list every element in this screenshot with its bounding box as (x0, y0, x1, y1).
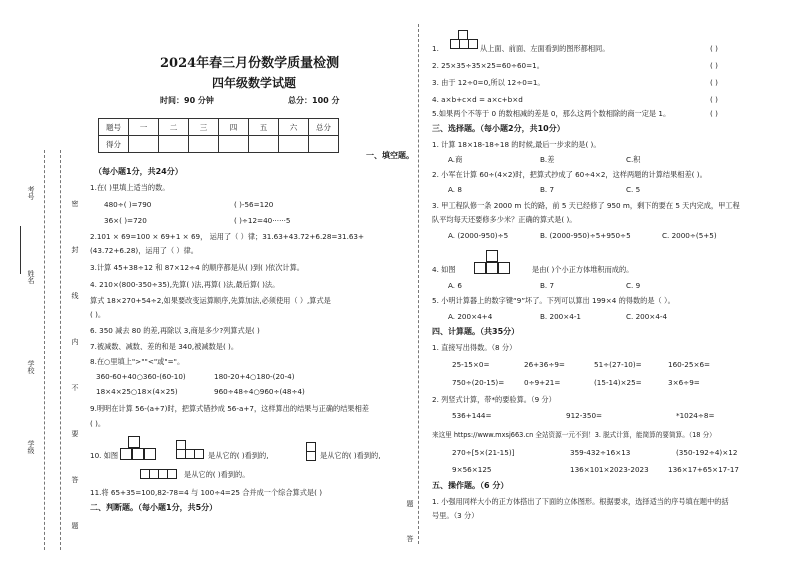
score-cell: 六 (279, 119, 309, 136)
q1-c: 36×( )=720 (104, 216, 147, 225)
q8-text: 8.在○里填上">""<"或"="。 (90, 357, 185, 366)
choice-q2-a[interactable]: A. 8 (448, 185, 462, 194)
judge-q3-mark[interactable]: ( ) (710, 78, 718, 87)
operation-q1-line1: 1. 小强用同样大小的正方体搭出了下面的立体图形。根据要求，选择适当的序号填在题中的括 (432, 497, 729, 506)
choice-q4-b[interactable]: B. 7 (540, 281, 555, 290)
score-input-cell[interactable] (189, 136, 219, 153)
direct-calc: 51÷(27-10)= (594, 360, 642, 369)
choice-q1-a[interactable]: A.商 (448, 155, 463, 164)
binding-label-school: 学校 (27, 360, 35, 374)
score-input-cell[interactable] (279, 136, 309, 153)
q1-text: 1.在( )里填上适当的数。 (90, 183, 170, 192)
q8-d: 960÷48÷4○960÷(48÷4) (214, 387, 305, 396)
q1-d: ( )÷12=40······5 (234, 216, 291, 225)
cube-stack-figure (120, 436, 164, 466)
direct-calc: 0÷9+21= (524, 378, 561, 387)
judge-q1-number: 1. (432, 44, 439, 53)
choice-q2: 2. 小军在计算 60÷(4×2)时，把算式抄成了 60÷4×2，这样两题的计算结果相差( )。 (432, 170, 707, 179)
seal-char: 线 (71, 292, 79, 299)
choice-q3-c[interactable]: C. 2000÷(5+5) (662, 231, 717, 240)
seal-char: 要 (71, 430, 79, 437)
direct-calc: 750÷(20-15)= (452, 378, 505, 387)
choice-q2-b[interactable]: B. 7 (540, 185, 555, 194)
vertical-calc: 912-350= (566, 411, 603, 420)
judge-q1-text: 从上面、前面、左面看到的图形都相同。 (480, 44, 610, 53)
choice-q3-line1: 3. 甲工程队修一条 2000 m 长的路，前 5 天已经修了 950 m，剩下的要在 5 天内完成，甲工程 (432, 201, 740, 210)
q6-text: 6. 350 减去 80 的差,再除以 3,商是多少?列算式是( ) (90, 326, 260, 335)
q10-view3-text: 是从它的( )看到的。 (184, 470, 250, 479)
calc-p3-title: 来这里 https://www.mxsj663.cn 全站资源一元不到！3. 脱式计算，能简算的要简算。（18 分） (432, 431, 716, 439)
q9-line1: 9.明明在计算 56-(a+7)时，把算式错抄成 56-a+7，这样算出的结果与正确的结果相差 (90, 404, 369, 413)
view-figure-2 (306, 442, 316, 462)
score-cell: 三 (189, 119, 219, 136)
calc-p1-title: 1. 直接写出得数。（8 分） (432, 343, 517, 352)
choice-q3-b[interactable]: B. (2000-950)÷5+950÷5 (540, 231, 631, 240)
seal-char: 答 (71, 476, 79, 483)
choice-q1: 1. 计算 18×18-18÷18 的时候,最后一步求的是( )。 (432, 140, 601, 149)
score-input-cell[interactable] (159, 136, 189, 153)
choice-q5-b[interactable]: B. 200×4-1 (540, 312, 581, 321)
score-cell: 一 (129, 119, 159, 136)
seal-char: 密 (71, 200, 79, 207)
binding-label-kaohao: 考号 (27, 186, 35, 200)
choice-q5: 5. 小明计算器上的数字键“9”坏了。下列可以算出 199×4 的得数的是（ ）。 (432, 296, 675, 305)
q1-a: 480÷( )=790 (104, 200, 152, 209)
score-input-cell[interactable] (129, 136, 159, 153)
section4-heading: 四、计算题。（共35分） (432, 327, 520, 336)
q10-view1-text: 是从它的( )看到的, (208, 451, 269, 460)
view-figure-1 (176, 440, 204, 462)
step-calc: 270÷[5×(21-15)] (452, 448, 515, 457)
section1-heading: 一、填空题。 (366, 151, 414, 160)
q7-text: 7.被减数、减数、差的和是 340,被减数是( )。 (90, 342, 239, 351)
q2-line2: (43.72+6.28)，运用了（ ）律。 (90, 246, 198, 255)
judge-q4-mark[interactable]: ( ) (710, 95, 718, 104)
binding-blank (20, 226, 21, 274)
q8-c: 18×4×25○18×(4×25) (96, 387, 178, 396)
section5-heading: 五、操作题。（6 分） (432, 481, 509, 490)
section3-heading: 三、选择题。（每小题2分，共10分） (432, 124, 565, 133)
score-cell: 得分 (99, 136, 129, 153)
judge-q4-text: 4. a×b+c×d = a×c+b×d (432, 95, 523, 104)
score-input-cell[interactable] (219, 136, 249, 153)
score-cell: 五 (249, 119, 279, 136)
choice-q4-label: 4. 如图 (432, 265, 456, 274)
judge-q1-mark[interactable]: ( ) (710, 44, 718, 53)
column-divider (418, 24, 419, 544)
score-cell: 题号 (99, 119, 129, 136)
binding-margin (0, 0, 88, 562)
operation-q1-line2: 号里。（3 分） (432, 511, 479, 520)
binding-label-class: 学级 (27, 440, 35, 454)
exam-total: 总分：100 分 (288, 96, 340, 105)
direct-calc: 160-25×6= (668, 360, 711, 369)
choice-q4-c[interactable]: C. 9 (626, 281, 641, 290)
judge-q5-text: 5.如果两个不等于 0 的数相减的差是 0，那么这两个数相除的商一定是 1。 (432, 109, 671, 118)
choice-q2-c[interactable]: C. 5 (626, 185, 641, 194)
score-table (98, 118, 339, 153)
score-cell: 总分 (309, 119, 339, 136)
score-table-score-row (99, 136, 339, 153)
binding-label-name: 姓名 (27, 270, 35, 284)
direct-calc: 26+36÷9= (524, 360, 565, 369)
seal-char: 不 (71, 384, 79, 391)
binding-dashed-line (44, 150, 45, 550)
vertical-calc: 536+144= (452, 411, 492, 420)
choice-q1-c[interactable]: C.积 (626, 155, 641, 164)
q2-line1: 2.101 × 69=100 × 69+1 × 69， 运用了（ ）律；31.63+43.72+6.28=31.63+ (90, 232, 365, 241)
choice-q5-a[interactable]: A. 200×4+4 (448, 312, 493, 321)
seal-char: 题 (71, 522, 79, 529)
score-cell: 二 (159, 119, 189, 136)
score-input-cell[interactable] (249, 136, 279, 153)
q4-text: 4. 210×(800-350÷35),先算( )法,再算( )法,最后算( )法。 (90, 280, 280, 289)
calc-p2-title: 2. 列竖式计算，带*的要验算。（9 分） (432, 395, 556, 404)
judge-q2-text: 2. 25×35÷35×25=60÷60=1。 (432, 61, 544, 70)
score-input-cell[interactable] (309, 136, 339, 153)
view-figure-3 (140, 469, 180, 479)
seal-char: 封 (71, 246, 79, 253)
section1-points: （每小题1分，共24分） (94, 167, 183, 176)
step-calc: 136×17+65×17-17 (668, 465, 739, 474)
q9-line2: ( )。 (90, 419, 106, 428)
step-calc: (350-192÷4)×12 (676, 448, 738, 457)
judge-q5-mark[interactable]: ( ) (710, 109, 718, 118)
step-calc: 136×101×2023-2023 (570, 465, 649, 474)
q10-label: 10. 如图 (90, 451, 119, 460)
q1-b: ( )-56=120 (234, 200, 274, 209)
choice-q5-c[interactable]: C. 200×4-4 (626, 312, 668, 321)
choice-q4-a[interactable]: A. 6 (448, 281, 462, 290)
choice-q4-figure (474, 250, 514, 278)
exam-title: 2024年春三月份数学质量检测 (160, 56, 340, 71)
q11-text: 11.将 65+35=100,82-78=4 与 100÷4=25 合并成一个综合算式是( ) (90, 488, 323, 497)
q5-line2: ( )。 (90, 310, 106, 319)
direct-calc: 3×6÷9= (668, 378, 700, 387)
seal-char: 内 (71, 338, 79, 345)
judge-q2-mark[interactable]: ( ) (710, 61, 718, 70)
choice-q3-line2: 队平均每天还要修多少米？正确的算式是( )。 (432, 215, 577, 224)
step-calc: 9×56×125 (452, 465, 492, 474)
direct-calc: (15-14)×25= (594, 378, 642, 387)
q10-view2-text: 是从它的( )看到的, (320, 451, 381, 460)
q8-b: 180-20+4○180-(20-4) (214, 372, 295, 381)
exam-time: 时间：90 分钟 (160, 96, 214, 105)
q3-text: 3.计算 45+38÷12 和 87×12÷4 的顺序都是从( )到( )依次计算。 (90, 263, 304, 272)
binding-dashed-line-2 (60, 150, 61, 550)
step-calc: 359-432÷16×13 (570, 448, 631, 457)
score-table-header-row (99, 119, 339, 136)
judge-q1-figure (450, 30, 484, 52)
choice-q4-text: 是由( )个小正方体堆积而成的。 (532, 265, 634, 274)
q5-line1: 算式 18×270+54÷2,如果要改变运算顺序,先算加法,必须使用（ ）,算式是 (90, 296, 331, 305)
q8-a: 360-60+40○360-(60-10) (96, 372, 186, 381)
exam-subtitle: 四年级数学试题 (212, 76, 297, 90)
vertical-calc: *1024÷8= (676, 411, 715, 420)
choice-q1-b[interactable]: B.差 (540, 155, 555, 164)
edge-char: 答 (406, 535, 414, 542)
judge-q3-text: 3. 由于 12÷0=0,所以 12÷0=1。 (432, 78, 545, 87)
section2-heading: 二、判断题。（每小题1分，共5分） (90, 503, 218, 512)
choice-q3-a[interactable]: A. (2000-950)÷5 (448, 231, 509, 240)
direct-calc: 25-15×0= (452, 360, 490, 369)
score-cell: 四 (219, 119, 249, 136)
edge-char: 题 (406, 500, 414, 507)
